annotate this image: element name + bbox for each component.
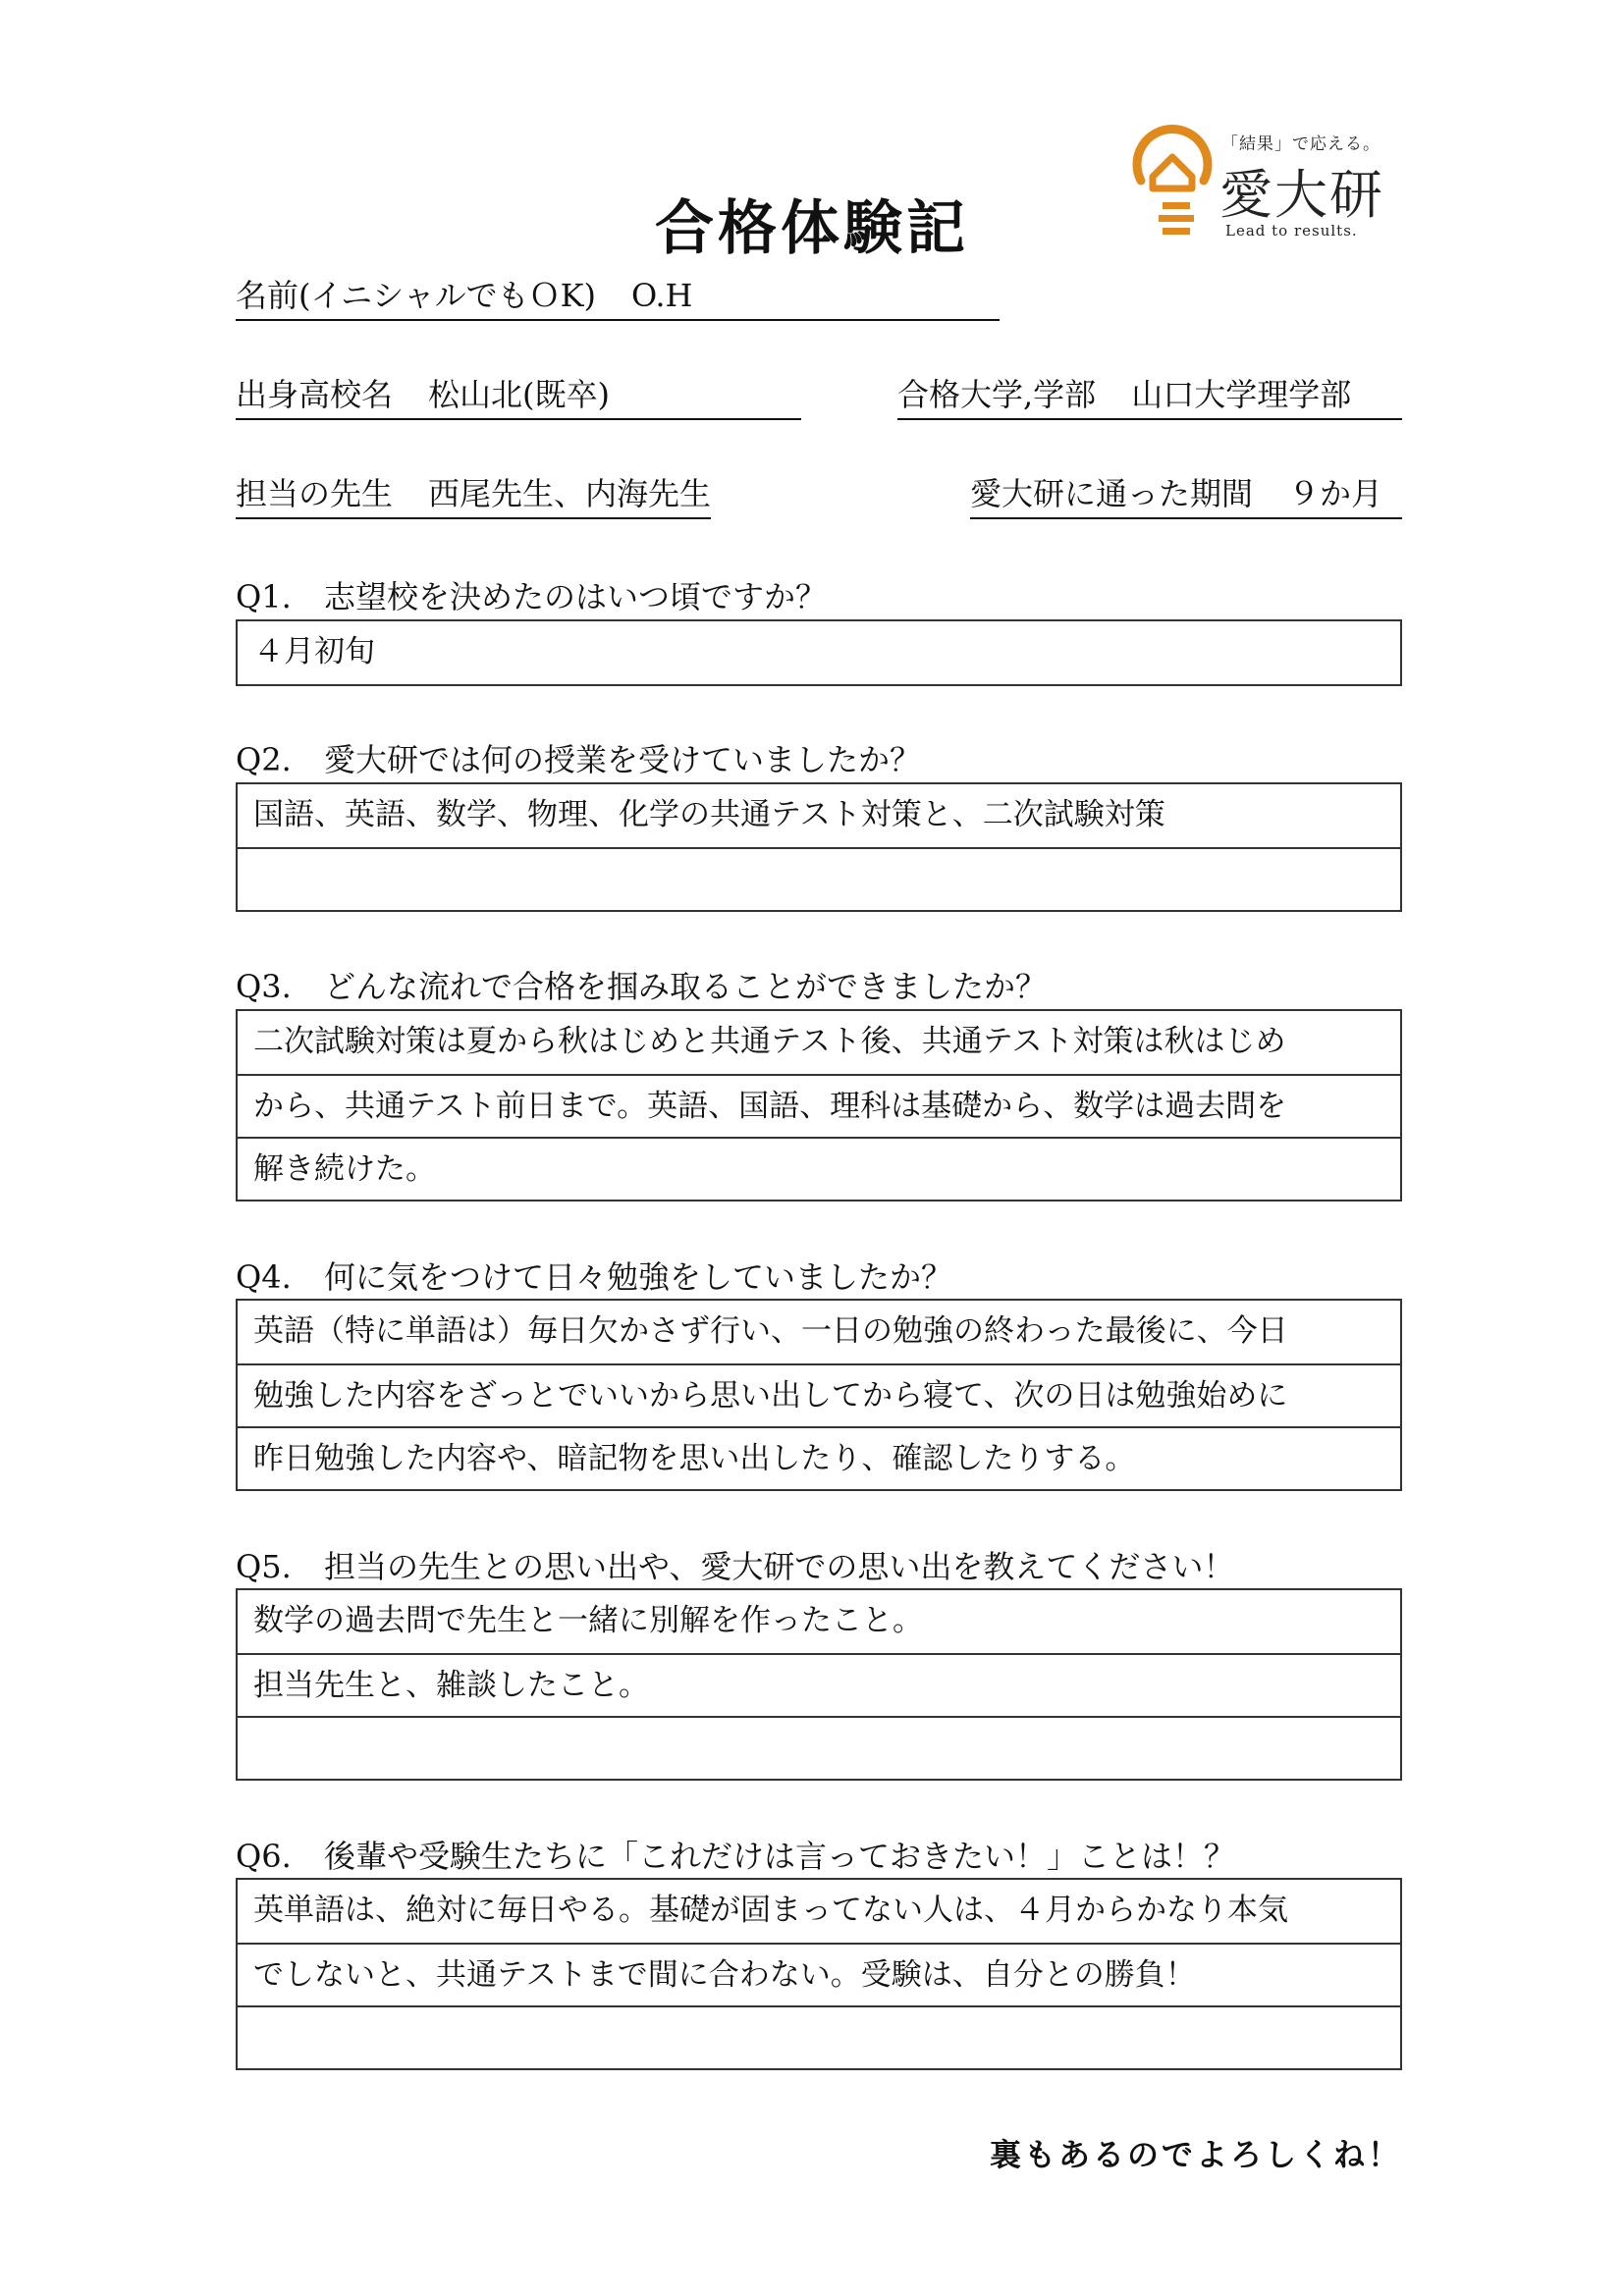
lightbulb-house-icon: [1119, 118, 1218, 245]
answer-line[interactable]: 英語（特に単語は）毎日欠かさず行い、一日の勉強の終わった最後に、今日: [253, 1313, 1288, 1349]
question-number: Q5.: [236, 1548, 292, 1585]
answer-line[interactable]: 英単語は、絶対に毎日やる。基礎が固まってない人は、４月からかなり本気: [253, 1893, 1288, 1928]
question-number: Q6.: [236, 1838, 292, 1875]
school-label: 出身高校名: [236, 376, 394, 413]
answer-line[interactable]: ４月初旬: [253, 634, 375, 669]
name-value: O.H: [630, 277, 693, 314]
period-field[interactable]: [970, 472, 1402, 519]
answer-box-6[interactable]: [236, 1878, 1402, 2070]
logo-tagline-en: Lead to results.: [1225, 222, 1358, 240]
question-1: [236, 572, 827, 617]
question-text: 愛大研では何の授業を受けていましたか？: [324, 741, 922, 778]
university-label: 合格大学,学部: [897, 376, 1097, 413]
question-6: [236, 1832, 1235, 1877]
answer-line[interactable]: 勉強した内容をざっとでいいから思い出してから寝て、次の日は勉強始めに: [238, 1363, 1400, 1426]
answer-line[interactable]: [238, 2005, 1400, 2068]
question-4: [236, 1253, 952, 1298]
logo-tagline-jp: 「結果」で応える。: [1221, 134, 1380, 154]
question-text: どんな流れで合格を掴み取ることができましたか？: [324, 968, 1048, 1005]
university-field[interactable]: [897, 373, 1402, 420]
answer-box-4[interactable]: [236, 1299, 1402, 1491]
question-5: [236, 1542, 1234, 1587]
question-text: 担当の先生との思い出や、愛大研での思い出を教えてください！: [324, 1548, 1235, 1585]
question-number: Q1.: [236, 578, 292, 615]
question-number: Q4.: [236, 1258, 292, 1296]
answer-line[interactable]: から、共通テスト前日まで。英語、国語、理科は基礎から、数学は過去問を: [238, 1074, 1400, 1137]
name-field[interactable]: [236, 274, 1000, 321]
answer-box-3[interactable]: [236, 1009, 1402, 1201]
page-title: 合格体験記: [655, 194, 969, 263]
question-text: 志望校を決めたのはいつ頃ですか？: [324, 578, 828, 615]
brand-logo: [1119, 118, 1414, 245]
logo-brand-name: 愛大研: [1219, 164, 1384, 226]
question-2: [236, 735, 921, 780]
teacher-label: 担当の先生: [236, 475, 394, 512]
question-number: Q3.: [236, 968, 292, 1005]
question-number: Q2.: [236, 741, 292, 778]
answer-box-1[interactable]: [236, 619, 1402, 686]
school-field[interactable]: [236, 373, 801, 420]
period-value: ９か月: [1288, 475, 1383, 512]
school-value: 松山北(既卒): [428, 376, 610, 413]
teacher-field[interactable]: [236, 472, 711, 519]
answer-line[interactable]: 担当先生と、雑談したこと。: [238, 1653, 1400, 1716]
answer-line[interactable]: 国語、英語、数学、物理、化学の共通テスト対策と、二次試験対策: [253, 797, 1165, 832]
name-label: 名前(イニシャルでもＯK): [236, 277, 596, 314]
question-text: 何に気をつけて日々勉強をしていましたか？: [324, 1258, 953, 1296]
university-value: 山口大学理学部: [1131, 376, 1352, 413]
answer-box-2[interactable]: [236, 782, 1402, 912]
answer-line[interactable]: 昨日勉強した内容や、暗記物を思い出したり、確認したりする。: [238, 1426, 1400, 1489]
answer-line[interactable]: でしないと、共通テストまで間に合わない。受験は、自分との勝負！: [238, 1943, 1400, 2005]
answer-line[interactable]: 数学の過去問で先生と一緒に別解を作ったこと。: [253, 1603, 923, 1638]
question-text: 後輩や受験生たちに「これだけは言っておきたい！」ことは！？: [324, 1838, 1236, 1875]
period-label: 愛大研に通った期間: [970, 475, 1254, 512]
footer-note: 裏もあるのでよろしくね！: [989, 2136, 1402, 2173]
answer-line[interactable]: [238, 1716, 1400, 1779]
teacher-value: 西尾先生、内海先生: [428, 475, 712, 512]
question-3: [236, 962, 1047, 1007]
answer-line[interactable]: 二次試験対策は夏から秋はじめと共通テスト後、共通テスト対策は秋はじめ: [253, 1024, 1286, 1059]
answer-box-5[interactable]: [236, 1588, 1402, 1781]
answer-line[interactable]: 解き続けた。: [238, 1137, 1400, 1200]
answer-line[interactable]: [238, 847, 1400, 910]
